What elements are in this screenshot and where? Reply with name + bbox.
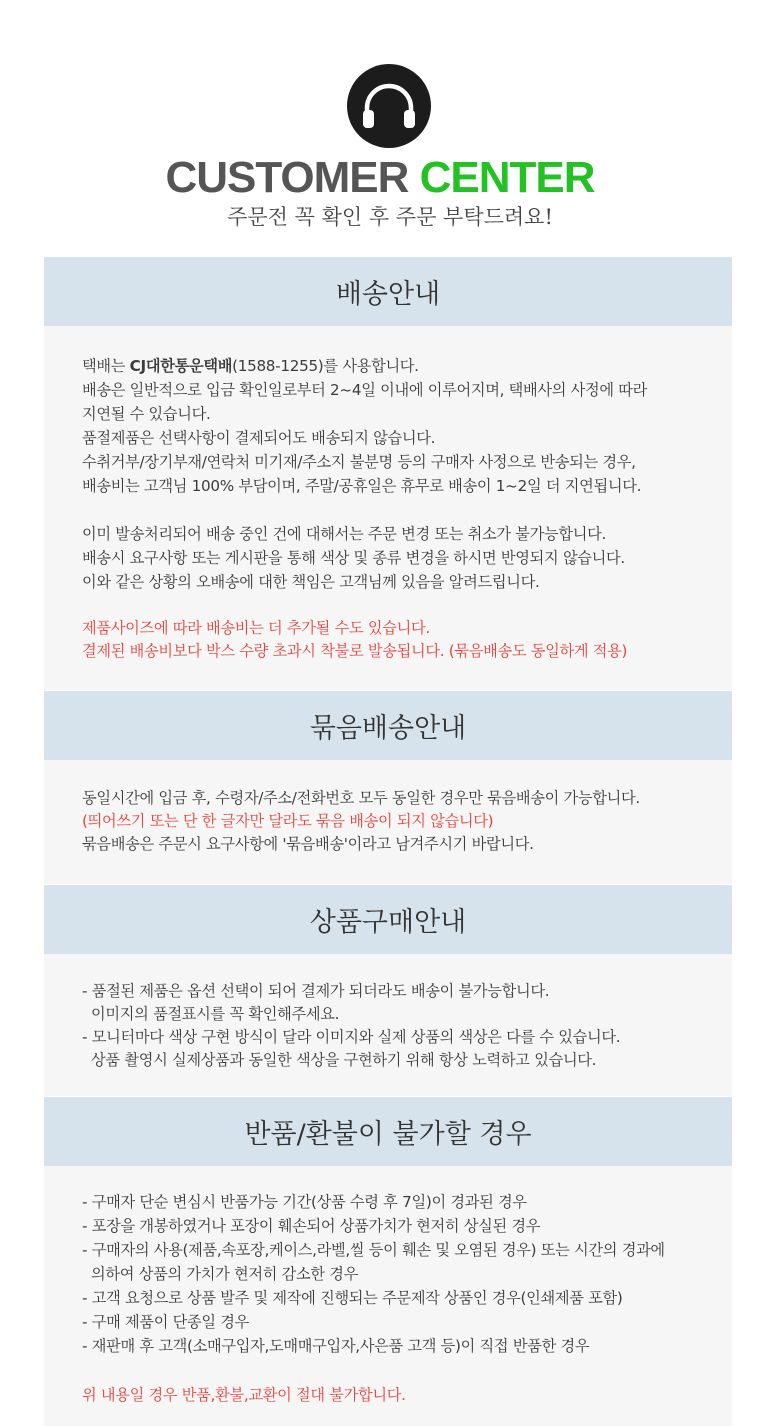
purchase-line-2: 이미지의 품절표시를 꼭 확인해주세요. <box>82 1005 340 1023</box>
shipping-line-8: 배송시 요구사항 또는 게시판을 통해 색상 및 종류 변경을 하시면 반영되지 않습니다. <box>82 549 625 567</box>
page-subtitle: 주문전 꼭 확인 후 주문 부탁드려요! <box>227 205 553 229</box>
shipping-line-1-rest: (1588-1255)를 사용합니다. <box>232 357 419 375</box>
return-line-1: - 구매자 단순 변심시 반품가능 기간(상품 수령 후 7일)이 경과된 경우 <box>82 1193 527 1211</box>
shipping-line-1 <box>82 354 419 378</box>
return-line-5: - 고객 요청으로 상품 발주 및 제작에 진행되는 주문제작 상품인 경우(인쇄제품 포함) <box>82 1289 623 1307</box>
shipping-notice-2: 결제된 배송비보다 박스 수량 초과시 착불로 발송됩니다. (묶음배송도 동일하게 적용) <box>82 642 628 660</box>
section-header-bundle: 묶음배송안내 <box>44 691 732 760</box>
shipping-line-9: 이와 같은 상황의 오배송에 대한 책임은 고객님께 있음을 알려드립니다. <box>82 573 540 591</box>
title-customer: CUSTOMER <box>165 153 409 202</box>
shipping-line-4: 품절제품은 선택사항이 결제되어도 배송되지 않습니다. <box>82 429 436 447</box>
logo-circle <box>347 64 431 148</box>
return-line-6: - 구매 제품이 단종일 경우 <box>82 1313 250 1331</box>
purchase-line-4: 상품 촬영시 실제상품과 동일한 색상을 구현하기 위해 항상 노력하고 있습니다. <box>82 1051 597 1069</box>
return-line-7: - 재판매 후 고객(소매구입자,도매매구입자,사은품 고객 등)이 직접 반품한 경우 <box>82 1337 590 1355</box>
section-header-return: 반품/환불이 불가할 경우 <box>44 1097 732 1166</box>
return-line-3: - 구매자의 사용(제품,속포장,케이스,라벨,씰 등이 훼손 및 오염된 경우) 또는 시간의 경과에 <box>82 1241 665 1259</box>
return-line-4: 의하여 상품의 가치가 현저히 감소한 경우 <box>82 1265 359 1283</box>
shipping-line-7: 이미 발송처리되어 배송 중인 건에 대해서는 주문 변경 또는 취소가 불가능합니다. <box>82 525 607 543</box>
title-center: CENTER <box>419 153 595 202</box>
section-header-shipping: 배송안내 <box>44 257 732 326</box>
purchase-line-3: - 모니터마다 색상 구현 방식이 달라 이미지와 실제 상품의 색상은 다를 수 있습니다. <box>82 1028 621 1046</box>
return-notice: 위 내용일 경우 반품,환불,교환이 절대 불가합니다. <box>82 1386 406 1404</box>
bundle-line-2: (띄어쓰기 또는 단 한 글자만 달라도 묶음 배송이 되지 않습니다) <box>82 812 494 830</box>
shipping-line-3: 지연될 수 있습니다. <box>82 405 211 423</box>
shipping-line-5: 수취거부/장기부재/연락처 미기재/주소지 불분명 등의 구매자 사정으로 반송되는 경우, <box>82 453 636 471</box>
section-header-purchase: 상품구매안내 <box>44 885 732 954</box>
headphones-icon <box>347 64 431 148</box>
return-line-2: - 포장을 개봉하였거나 포장이 훼손되어 상품가치가 현저히 상실된 경우 <box>82 1217 541 1235</box>
page-title <box>0 152 760 204</box>
shipping-line-1-prefix: 택배는 <box>82 357 130 375</box>
shipping-line-2: 배송은 일반적으로 입금 확인일로부터 2~4일 이내에 이루어지며, 택배사의 사정에 따라 <box>82 381 648 399</box>
courier-name: CJ대한통운택배 <box>129 357 233 375</box>
shipping-notice-1: 제품사이즈에 따라 배송비는 더 추가될 수도 있습니다. <box>82 619 430 637</box>
purchase-line-1: - 품절된 제품은 옵션 선택이 되어 결제가 되더라도 배송이 불가능합니다. <box>82 982 550 1000</box>
bundle-line-1: 동일시간에 입금 후, 수령자/주소/전화번호 모두 동일한 경우만 묶음배송이 가능합니다. <box>82 789 640 807</box>
bundle-line-3: 묶음배송은 주문시 요구사항에 '묶음배송'이라고 남겨주시기 바랍니다. <box>82 835 534 853</box>
shipping-line-6: 배송비는 고객님 100% 부담이며, 주말/공휴일은 휴무로 배송이 1~2일 더 지연됩니다. <box>82 477 642 495</box>
